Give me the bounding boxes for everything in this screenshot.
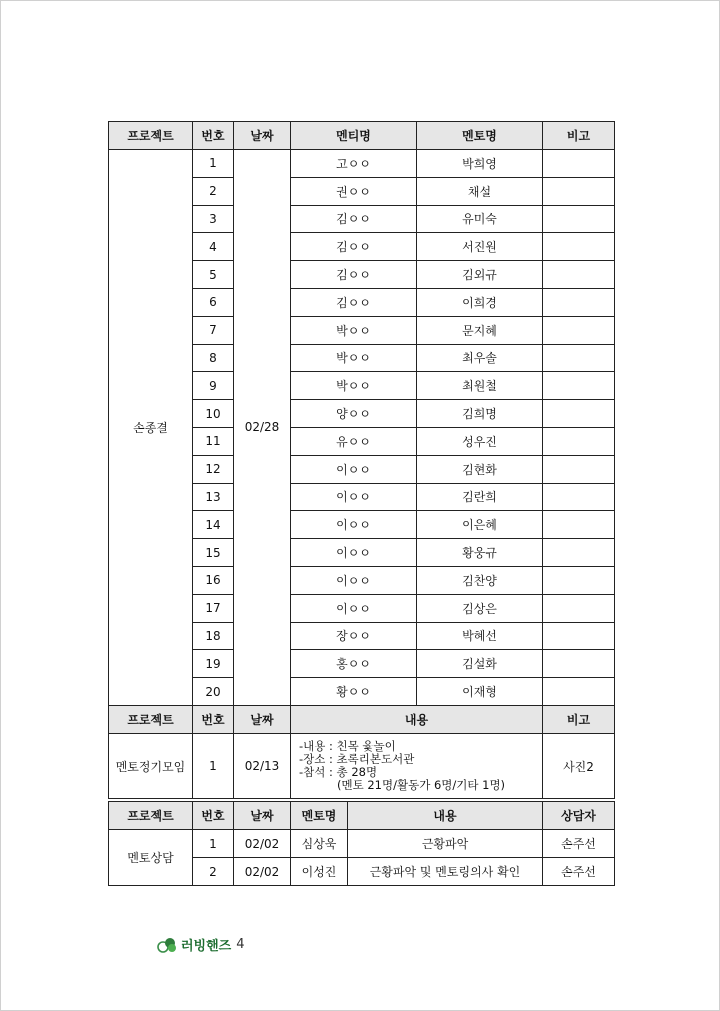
mentee-name: 이ㅇㅇ	[291, 566, 417, 594]
mentor-name: 최우솔	[417, 344, 543, 372]
header-note: 비고	[543, 706, 615, 734]
row-note	[543, 650, 615, 678]
counseling-mentor: 이성진	[291, 858, 348, 886]
mentor-name: 김찬양	[417, 566, 543, 594]
row-note	[543, 372, 615, 400]
row-number: 14	[193, 511, 234, 539]
meeting-table	[108, 705, 615, 799]
meeting-header-row	[109, 706, 615, 734]
row-note	[543, 344, 615, 372]
mentor-name: 이은혜	[417, 511, 543, 539]
content-line: (멘토 21명/활동가 6명/기타 1명)	[337, 778, 506, 792]
row-number: 13	[193, 483, 234, 511]
mentee-name: 박ㅇㅇ	[291, 344, 417, 372]
header-mentor: 멘토명	[291, 802, 348, 830]
mentor-name: 유미숙	[417, 205, 543, 233]
row-number: 19	[193, 650, 234, 678]
row-note	[543, 288, 615, 316]
counseling-counselor: 손주선	[543, 830, 615, 858]
header-project: 프로젝트	[109, 706, 193, 734]
counseling-table	[108, 801, 615, 886]
header-mentee: 멘티명	[291, 122, 417, 150]
counseling-content: 근황파악 및 멘토링의사 확인	[348, 858, 543, 886]
mentee-name: 이ㅇㅇ	[291, 455, 417, 483]
row-note	[543, 261, 615, 289]
mentee-name: 김ㅇㅇ	[291, 233, 417, 261]
mentee-name: 박ㅇㅇ	[291, 372, 417, 400]
mentor-name: 김란희	[417, 483, 543, 511]
row-note	[543, 455, 615, 483]
content-line: -내용 : 친목 윷놀이	[299, 739, 396, 753]
row-number: 2	[193, 177, 234, 205]
mentee-name: 박ㅇㅇ	[291, 316, 417, 344]
meeting-content	[291, 734, 543, 799]
page-footer	[156, 935, 245, 954]
row-number: 16	[193, 566, 234, 594]
row-number: 10	[193, 400, 234, 428]
header-mentor: 멘토명	[417, 122, 543, 150]
mentor-name: 김희명	[417, 400, 543, 428]
header-date: 날짜	[234, 802, 291, 830]
header-date: 날짜	[234, 122, 291, 150]
counseling-content: 근황파악	[348, 830, 543, 858]
matching-row	[109, 150, 615, 178]
mentor-name: 서진원	[417, 233, 543, 261]
mentor-name: 김설화	[417, 650, 543, 678]
row-number: 11	[193, 427, 234, 455]
row-note	[543, 233, 615, 261]
counseling-date: 02/02	[234, 858, 291, 886]
counseling-row	[109, 830, 615, 858]
row-number: 5	[193, 261, 234, 289]
counseling-number: 1	[193, 830, 234, 858]
row-number: 6	[193, 288, 234, 316]
mentee-name: 장ㅇㅇ	[291, 622, 417, 650]
row-number: 1	[193, 150, 234, 178]
header-project: 프로젝트	[109, 122, 193, 150]
group-project: 손종결	[109, 150, 193, 706]
counseling-mentor: 심상욱	[291, 830, 348, 858]
row-number: 12	[193, 455, 234, 483]
counseling-date: 02/02	[234, 830, 291, 858]
mentor-name: 이재형	[417, 678, 543, 706]
row-note	[543, 400, 615, 428]
row-number: 18	[193, 622, 234, 650]
matching-table	[108, 121, 615, 706]
row-note	[543, 622, 615, 650]
mentor-name: 김현화	[417, 455, 543, 483]
mentor-name: 박혜선	[417, 622, 543, 650]
row-number: 17	[193, 594, 234, 622]
row-note	[543, 427, 615, 455]
mentor-name: 황웅규	[417, 539, 543, 567]
matching-body	[109, 150, 615, 706]
mentor-name: 이희경	[417, 288, 543, 316]
header-content: 내용	[291, 706, 543, 734]
meeting-note: 사진2	[543, 734, 615, 799]
row-note	[543, 150, 615, 178]
header-note: 비고	[543, 122, 615, 150]
counseling-number: 2	[193, 858, 234, 886]
mentee-name: 이ㅇㅇ	[291, 483, 417, 511]
mentee-name: 홍ㅇㅇ	[291, 650, 417, 678]
mentor-name: 김외규	[417, 261, 543, 289]
mentor-name: 박희영	[417, 150, 543, 178]
brand-name: 러빙핸즈	[181, 939, 232, 954]
row-number: 7	[193, 316, 234, 344]
counseling-header-row	[109, 802, 615, 830]
mentee-name: 양ㅇㅇ	[291, 400, 417, 428]
page-number: 4	[236, 937, 245, 952]
header-project: 프로젝트	[109, 802, 193, 830]
header-number: 번호	[193, 706, 234, 734]
mentee-name: 황ㅇㅇ	[291, 678, 417, 706]
mentor-name: 문지혜	[417, 316, 543, 344]
meeting-row	[109, 734, 615, 799]
row-note	[543, 316, 615, 344]
mentee-name: 김ㅇㅇ	[291, 205, 417, 233]
header-number: 번호	[193, 122, 234, 150]
group-date: 02/28	[234, 150, 291, 706]
row-note	[543, 566, 615, 594]
mentee-name: 김ㅇㅇ	[291, 261, 417, 289]
mentor-name: 김상은	[417, 594, 543, 622]
mentor-name: 성우진	[417, 427, 543, 455]
row-note	[543, 678, 615, 706]
row-note	[543, 177, 615, 205]
row-number: 8	[193, 344, 234, 372]
mentee-name: 이ㅇㅇ	[291, 511, 417, 539]
header-content: 내용	[348, 802, 543, 830]
mentor-name: 최원철	[417, 372, 543, 400]
counseling-project: 멘토상담	[109, 830, 193, 886]
content-line: -참석 : 총 28명	[299, 765, 378, 779]
row-note	[543, 594, 615, 622]
counseling-counselor: 손주선	[543, 858, 615, 886]
mentee-name: 김ㅇㅇ	[291, 288, 417, 316]
row-number: 3	[193, 205, 234, 233]
header-counselor: 상담자	[543, 802, 615, 830]
matching-header-row	[109, 122, 615, 150]
meeting-date: 02/13	[234, 734, 291, 799]
row-note	[543, 483, 615, 511]
row-note	[543, 205, 615, 233]
mentee-name: 이ㅇㅇ	[291, 539, 417, 567]
mentee-name: 이ㅇㅇ	[291, 594, 417, 622]
row-number: 9	[193, 372, 234, 400]
mentee-name: 유ㅇㅇ	[291, 427, 417, 455]
row-number: 15	[193, 539, 234, 567]
header-date: 날짜	[234, 706, 291, 734]
meeting-project: 멘토정기모임	[109, 734, 193, 799]
mentee-name: 권ㅇㅇ	[291, 177, 417, 205]
mentee-name: 고ㅇㅇ	[291, 150, 417, 178]
meeting-number: 1	[193, 734, 234, 799]
row-note	[543, 511, 615, 539]
content-line: -장소 : 초록리본도서관	[299, 752, 415, 766]
row-number: 20	[193, 678, 234, 706]
row-note	[543, 539, 615, 567]
mentor-name: 채설	[417, 177, 543, 205]
row-number: 4	[193, 233, 234, 261]
header-number: 번호	[193, 802, 234, 830]
hands-logo-icon	[156, 936, 178, 954]
